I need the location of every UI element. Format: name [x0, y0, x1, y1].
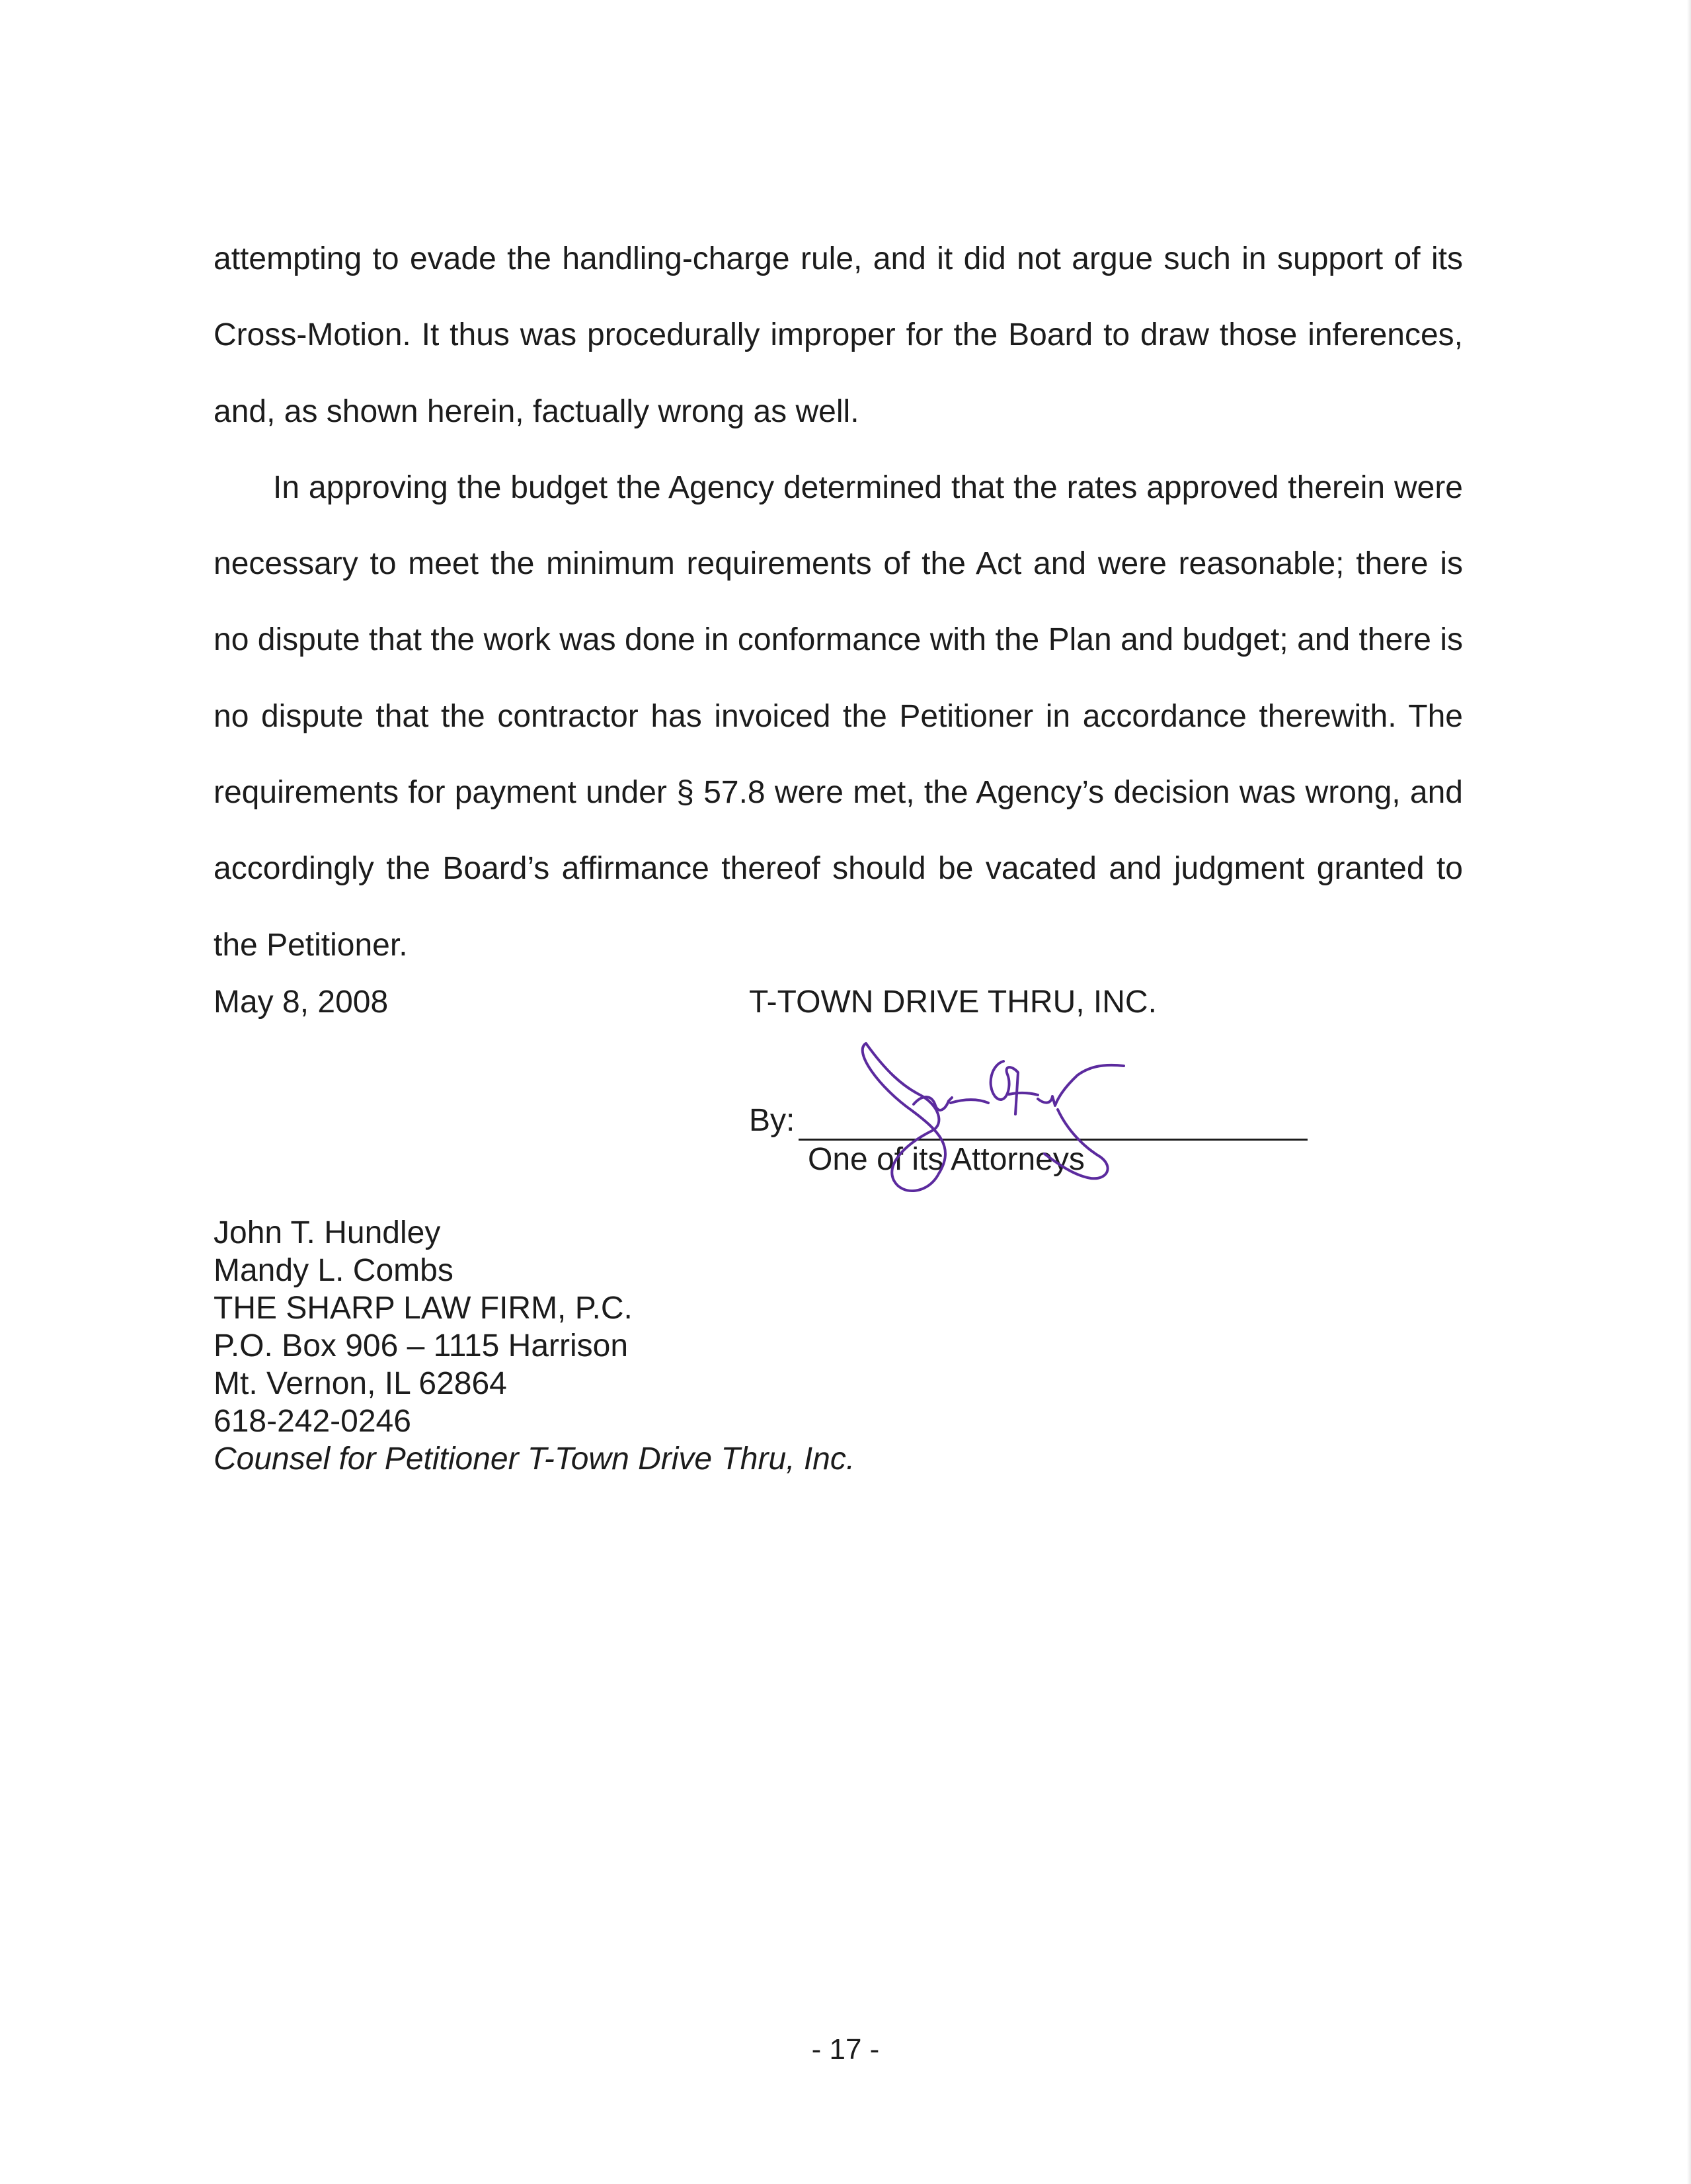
paragraph-conclusion: In approving the budget the Agency determined that the rates approved therein were necessary to meet the minimum requirements of the Act and were reasonable; there is no dispute that the work was done in conformance with the Plan and budget; and there is no dispute that the contractor has invoiced the Petitioner in accordance therewith. The requirements for payment under § 57.8 were met, the Agency’s decision was wrong, and accordingly the Board’s affirmance thereof should be vacated and judgment granted to the Petitioner.: [214, 469, 1463, 963]
counsel-line: THE SHARP LAW FIRM, P.C.: [214, 1291, 633, 1326]
counsel-block: [214, 1214, 855, 1478]
counsel-line: P.O. Box 906 – 1115 Harrison: [214, 1328, 629, 1363]
counsel-line: Mandy L. Combs: [214, 1253, 453, 1288]
by-label: By:: [749, 1103, 795, 1138]
counsel-line: 618-242-0246: [214, 1404, 411, 1439]
page-number: - 17 -: [811, 2033, 880, 2066]
counsel-line: John T. Hundley: [214, 1215, 441, 1250]
filing-date: May 8, 2008: [214, 985, 389, 1020]
scan-edge-shadow: [1687, 0, 1691, 2184]
handwritten-signature: [840, 1031, 1150, 1210]
company-name: T-TOWN DRIVE THRU, INC.: [749, 985, 1157, 1020]
counsel-role: Counsel for Petitioner T-Town Drive Thru, Inc.: [214, 1441, 855, 1476]
counsel-line: Mt. Vernon, IL 62864: [214, 1366, 507, 1401]
paragraph-continued: attempting to evade the handling-charge rule, and it did not argue such in support of its Cross-Motion. It thus was procedurally improper for the Board to draw those inferences, and, as shown herein, factually wrong as well.: [214, 241, 1463, 429]
body-text: [214, 221, 1463, 983]
attorney-caption: One of its Attorneys: [808, 1142, 1085, 1177]
